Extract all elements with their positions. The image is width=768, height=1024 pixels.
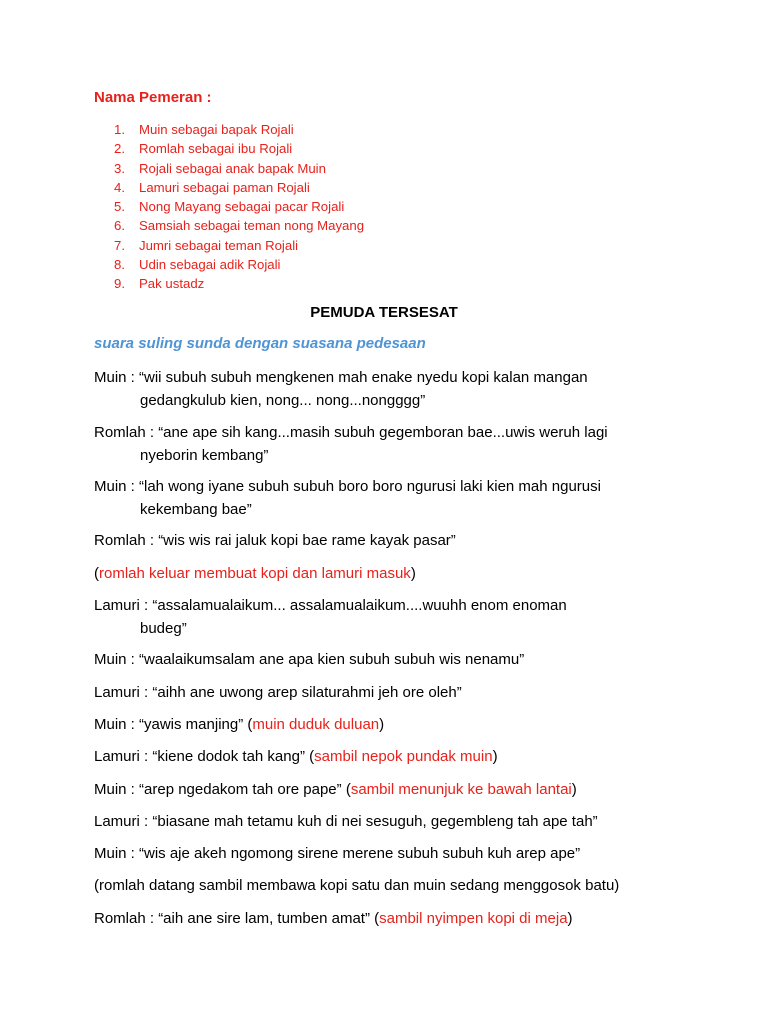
cast-heading: Nama Pemeran :	[94, 89, 212, 106]
cast-item-text: Samsiah sebagai teman nong Mayang	[139, 218, 365, 234]
cast-item: 2. Romlah sebagai ibu Rojali	[114, 141, 293, 157]
dialogue-line: Muin : “yawis manjing” (muin duduk duluan)	[94, 716, 385, 733]
dialogue-line: Muin : “waalaikumsalam ane apa kien subuh subuh wis nenamu”	[94, 651, 525, 668]
cast-item-text: Lamuri sebagai paman Rojali	[139, 179, 310, 195]
cast-item: 4. Lamuri sebagai paman Rojali	[114, 179, 310, 195]
stage-direction: sambil nepok pundak muin	[314, 748, 493, 765]
stage-direction: (romlah datang sambil membawa kopi satu dan muin sedang menggosok batu)	[94, 877, 620, 894]
stage-intro: suara suling sunda dengan suasana pedesaan	[94, 335, 426, 352]
dialogue-continuation: nyeborin kembang”	[140, 447, 269, 464]
cast-item-text: Rojali sebagai anak bapak Muin	[139, 160, 326, 176]
dialogue-continuation: kekembang bae”	[140, 501, 252, 518]
dialogue-line: Lamuri : “kiene dodok tah kang” (sambil nepok pundak muin)	[94, 748, 498, 765]
dialogue-line: Romlah : “ane ape sih kang...masih subuh gegemboran bae...uwis weruh lagi nyeborin kembang”	[94, 421, 608, 467]
dialogue-line: Lamuri : “aihh ane uwong arep silaturahmi jeh ore oleh”	[94, 684, 462, 701]
cast-item: 7. Jumri sebagai teman Rojali	[114, 237, 299, 253]
stage-direction: muin duduk duluan	[252, 716, 380, 733]
stage-direction: (romlah keluar membuat kopi dan lamuri masuk)	[94, 565, 416, 582]
dialogue-continuation: budeg”	[140, 620, 187, 637]
dialogue-line: Lamuri : “assalamualaikum... assalamualaikum....wuuhh enom enoman budeg”	[94, 594, 567, 640]
play-title: PEMUDA TERSESAT	[310, 304, 458, 321]
cast-item: 9. Pak ustadz	[114, 276, 205, 292]
dialogue-line: Lamuri : “biasane mah tetamu kuh di nei sesuguh, gegembleng tah ape tah”	[94, 813, 598, 830]
dialogue-line: Romlah : “aih ane sire lam, tumben amat” (sambil nyimpen kopi di meja)	[94, 910, 573, 927]
cast-item-text: Pak ustadz	[139, 276, 205, 292]
dialogue-continuation: gedangkulub kien, nong... nong...nongggg”	[140, 392, 426, 409]
dialogue-line: Romlah : “wis wis rai jaluk kopi bae rame kayak pasar”	[94, 532, 456, 549]
stage-direction: sambil nyimpen kopi di meja	[379, 910, 568, 927]
dialogue-line: Muin : “arep ngedakom tah ore pape” (sambil menunjuk ke bawah lantai)	[94, 781, 577, 798]
dialogue-line: Muin : “lah wong iyane subuh subuh boro boro ngurusi laki kien mah ngurusi kekembang bae”	[94, 475, 601, 521]
cast-item: 6. Samsiah sebagai teman nong Mayang	[114, 218, 365, 234]
cast-item: 5. Nong Mayang sebagai pacar Rojali	[114, 199, 345, 215]
cast-item-text: Romlah sebagai ibu Rojali	[139, 141, 293, 157]
cast-item: 1. Muin sebagai bapak Rojali	[114, 122, 294, 137]
dialogue-line: Muin : “wii subuh subuh mengkenen mah enake nyedu kopi kalan mangan gedangkulub kien, nong... nong...nongggg”	[94, 366, 588, 412]
dialogue-line: Muin : “wis aje akeh ngomong sirene merene subuh subuh kuh arep ape”	[94, 845, 581, 862]
cast-item-text: Udin sebagai adik Rojali	[139, 257, 281, 273]
cast-item: 3. Rojali sebagai anak bapak Muin	[114, 160, 326, 176]
cast-item-text: Nong Mayang sebagai pacar Rojali	[139, 199, 345, 215]
stage-direction: sambil menunjuk ke bawah lantai	[350, 781, 572, 798]
cast-list	[114, 120, 364, 294]
cast-item-text: Muin sebagai bapak Rojali	[139, 122, 294, 137]
cast-item: 8. Udin sebagai adik Rojali	[114, 257, 281, 273]
cast-item-text: Jumri sebagai teman Rojali	[139, 237, 299, 253]
